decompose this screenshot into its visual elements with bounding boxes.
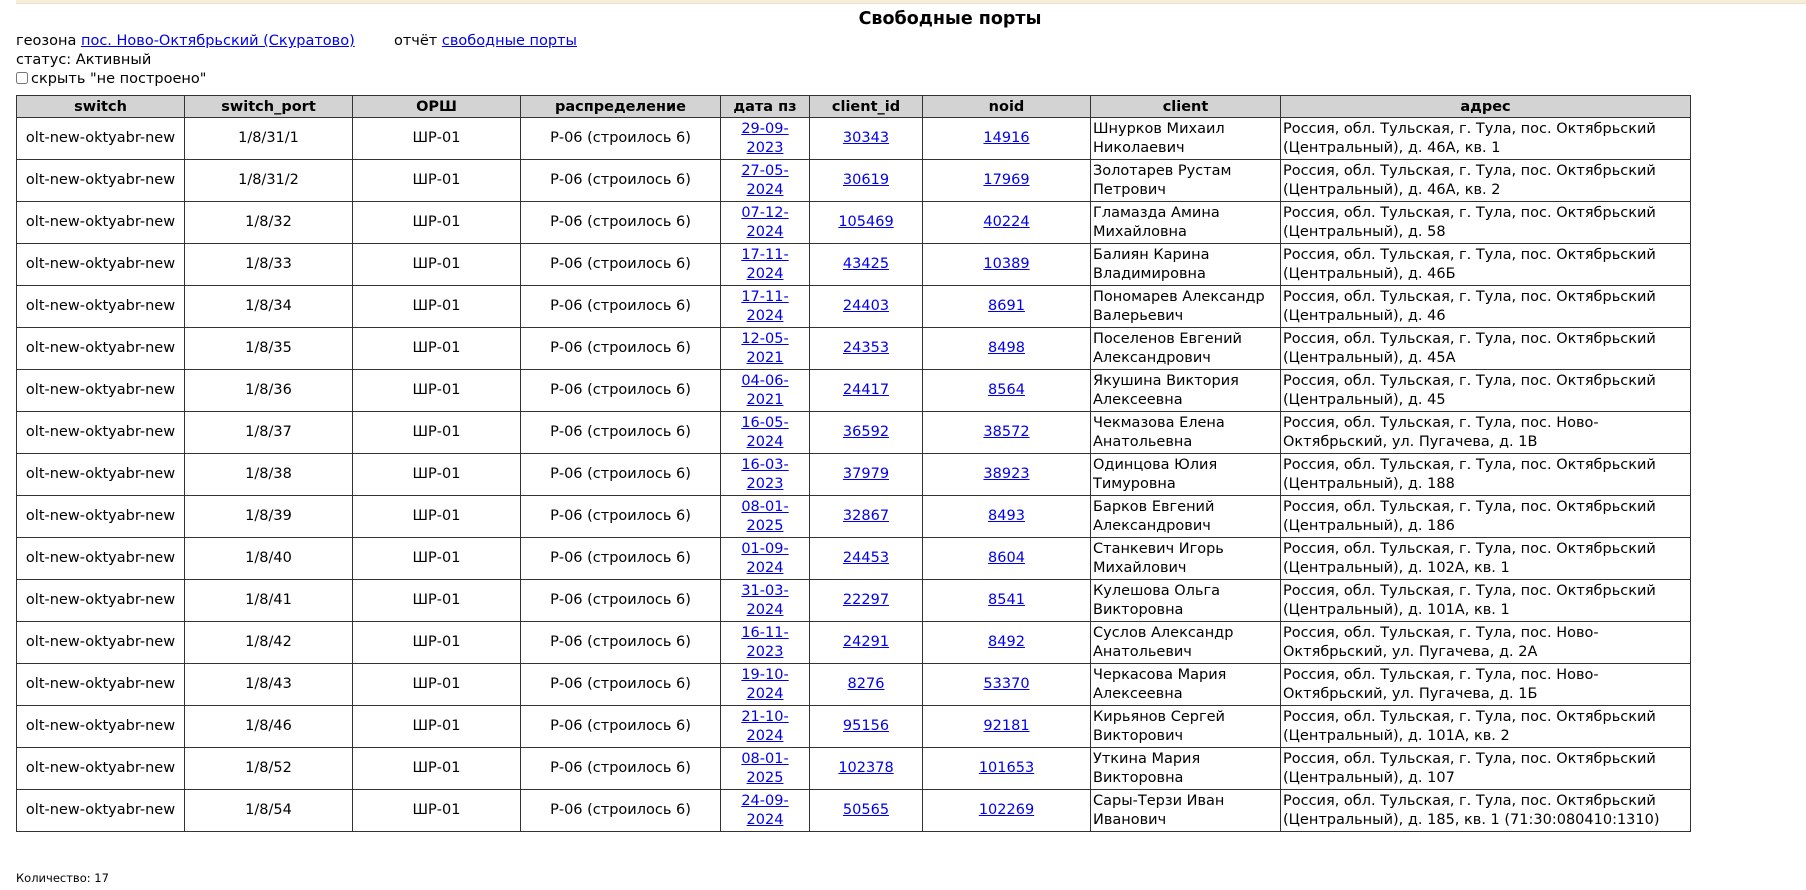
- cell-date: [721, 538, 810, 580]
- cell-client-id: [810, 622, 923, 664]
- cell-noid: [923, 748, 1091, 790]
- table-row: [17, 202, 1691, 244]
- noid-link[interactable]: 101653: [978, 760, 1035, 776]
- cell-date: [721, 454, 810, 496]
- client-id-link[interactable]: 24453: [842, 550, 890, 566]
- client-id-link[interactable]: 105469: [838, 214, 894, 230]
- cell-noid: [923, 412, 1091, 454]
- ports-table: [16, 95, 1691, 832]
- cell-client: Якушина Виктория Алексеевна: [1091, 370, 1281, 412]
- table-row: [17, 706, 1691, 748]
- date-link[interactable]: 29-09-2023: [741, 120, 789, 156]
- cell-orsh: ШР-01: [353, 244, 521, 286]
- table-row: [17, 370, 1691, 412]
- cell-date: [721, 286, 810, 328]
- cell-date: [721, 412, 810, 454]
- table-row: [17, 118, 1691, 160]
- cell-switch-port: 1/8/52: [185, 748, 353, 790]
- cell-client: Поселенов Евгений Александрович: [1091, 328, 1281, 370]
- cell-client-id: [810, 370, 923, 412]
- cell-client-id: [810, 748, 923, 790]
- cell-orsh: ШР-01: [353, 370, 521, 412]
- date-link[interactable]: 17-11-2024: [741, 246, 789, 282]
- noid-link[interactable]: 8691: [988, 298, 1025, 314]
- cell-address: Россия, обл. Тульская, г. Тула, пос. Октябрьский (Центральный), д. 107: [1281, 748, 1691, 790]
- cell-noid: [923, 454, 1091, 496]
- cell-address: Россия, обл. Тульская, г. Тула, пос. Октябрьский (Центральный), д. 188: [1281, 454, 1691, 496]
- table-row: [17, 454, 1691, 496]
- cell-client: Одинцова Юлия Тимуровна: [1091, 454, 1281, 496]
- cell-client: Золотарев Рустам Петрович: [1091, 160, 1281, 202]
- cell-client: Шнурков Михаил Николаевич: [1091, 118, 1281, 160]
- cell-orsh: ШР-01: [353, 496, 521, 538]
- column-header-switch-port[interactable]: switch_port: [185, 96, 353, 118]
- cell-noid: [923, 160, 1091, 202]
- noid-link[interactable]: 17969: [983, 172, 1030, 188]
- cell-date: [721, 202, 810, 244]
- table-row: [17, 244, 1691, 286]
- cell-switch: olt-new-oktyabr-new: [17, 412, 185, 454]
- cell-switch-port: 1/8/33: [185, 244, 353, 286]
- table-header-row: [17, 96, 1691, 118]
- cell-distribution: Р-06 (строилось 6): [521, 706, 721, 748]
- cell-switch: olt-new-oktyabr-new: [17, 370, 185, 412]
- cell-date: [721, 664, 810, 706]
- cell-distribution: Р-06 (строилось 6): [521, 790, 721, 832]
- cell-date: [721, 706, 810, 748]
- client-id-link[interactable]: 43425: [842, 256, 890, 272]
- cell-switch-port: 1/8/43: [185, 664, 353, 706]
- column-header-noid[interactable]: noid: [923, 96, 1091, 118]
- table-row: [17, 496, 1691, 538]
- cell-distribution: Р-06 (строилось 6): [521, 496, 721, 538]
- cell-switch-port: 1/8/36: [185, 370, 353, 412]
- status-text: статус: Активный: [16, 52, 152, 68]
- cell-orsh: ШР-01: [353, 706, 521, 748]
- cell-switch-port: 1/8/46: [185, 706, 353, 748]
- table-row: [17, 664, 1691, 706]
- cell-client: Станкевич Игорь Михайлович: [1091, 538, 1281, 580]
- date-link[interactable]: 21-10-2024: [741, 708, 789, 744]
- cell-switch-port: 1/8/38: [185, 454, 353, 496]
- cell-switch: olt-new-oktyabr-new: [17, 496, 185, 538]
- cell-date: [721, 580, 810, 622]
- noid-link[interactable]: 8498: [988, 340, 1025, 356]
- cell-noid: [923, 790, 1091, 832]
- cell-switch-port: 1/8/31/1: [185, 118, 353, 160]
- cell-switch: olt-new-oktyabr-new: [17, 622, 185, 664]
- cell-distribution: Р-06 (строилось 6): [521, 118, 721, 160]
- date-link[interactable]: 12-05-2021: [741, 330, 789, 366]
- date-link[interactable]: 08-01-2025: [741, 750, 789, 786]
- record-count: Количество: 17: [16, 871, 109, 885]
- geozone-line: [16, 32, 577, 51]
- date-link[interactable]: 08-01-2025: [741, 498, 789, 534]
- cell-client-id: [810, 244, 923, 286]
- noid-link[interactable]: 53370: [983, 676, 1030, 692]
- noid-link[interactable]: 8604: [988, 550, 1025, 566]
- cell-client: Черкасова Мария Алексеевна: [1091, 664, 1281, 706]
- cell-distribution: Р-06 (строилось 6): [521, 664, 721, 706]
- table-row: [17, 538, 1691, 580]
- cell-switch: olt-new-oktyabr-new: [17, 706, 185, 748]
- cell-switch-port: 1/8/37: [185, 412, 353, 454]
- cell-noid: [923, 286, 1091, 328]
- cell-orsh: ШР-01: [353, 622, 521, 664]
- noid-link[interactable]: 10389: [983, 256, 1030, 272]
- cell-distribution: Р-06 (строилось 6): [521, 748, 721, 790]
- cell-distribution: Р-06 (строилось 6): [521, 244, 721, 286]
- cell-client-id: [810, 664, 923, 706]
- page-title: Свободные порты: [858, 9, 1042, 29]
- cell-switch-port: 1/8/54: [185, 790, 353, 832]
- noid-link[interactable]: 8492: [988, 634, 1025, 650]
- cell-switch: olt-new-oktyabr-new: [17, 202, 185, 244]
- cell-noid: [923, 622, 1091, 664]
- cell-address: Россия, обл. Тульская, г. Тула, пос. Октябрьский (Центральный), д. 102А, кв. 1: [1281, 538, 1691, 580]
- noid-link[interactable]: 92181: [983, 718, 1030, 734]
- cell-switch: olt-new-oktyabr-new: [17, 160, 185, 202]
- cell-distribution: Р-06 (строилось 6): [521, 580, 721, 622]
- cell-client-id: [810, 202, 923, 244]
- cell-noid: [923, 118, 1091, 160]
- cell-address: Россия, обл. Тульская, г. Тула, пос. Ново-Октябрьский, ул. Пугачева, д. 1В: [1281, 412, 1691, 454]
- cell-switch: olt-new-oktyabr-new: [17, 664, 185, 706]
- cell-address: Россия, обл. Тульская, г. Тула, пос. Октябрьский (Центральный), д. 46: [1281, 286, 1691, 328]
- cell-client-id: [810, 580, 923, 622]
- column-header-distribution[interactable]: распределение: [521, 96, 721, 118]
- client-id-link[interactable]: 8276: [847, 676, 885, 692]
- noid-link[interactable]: 102269: [978, 802, 1035, 818]
- report-label: отчёт: [393, 33, 438, 49]
- cell-address: Россия, обл. Тульская, г. Тула, пос. Октябрьский (Центральный), д. 46А, кв. 2: [1281, 160, 1691, 202]
- cell-switch: olt-new-oktyabr-new: [17, 580, 185, 622]
- cell-date: [721, 790, 810, 832]
- cell-noid: [923, 244, 1091, 286]
- cell-switch: olt-new-oktyabr-new: [17, 538, 185, 580]
- cell-noid: [923, 538, 1091, 580]
- cell-orsh: ШР-01: [353, 664, 521, 706]
- client-id-link[interactable]: 24403: [842, 298, 890, 314]
- cell-address: Россия, обл. Тульская, г. Тула, пос. Октябрьский (Центральный), д. 186: [1281, 496, 1691, 538]
- cell-switch: olt-new-oktyabr-new: [17, 790, 185, 832]
- geozone-label: геозона: [16, 33, 77, 49]
- cell-switch: olt-new-oktyabr-new: [17, 118, 185, 160]
- cell-address: Россия, обл. Тульская, г. Тула, пос. Ново-Октябрьский, ул. Пугачева, д. 2А: [1281, 622, 1691, 664]
- cell-switch: olt-new-oktyabr-new: [17, 454, 185, 496]
- cell-switch: olt-new-oktyabr-new: [17, 244, 185, 286]
- cell-client-id: [810, 496, 923, 538]
- cell-address: Россия, обл. Тульская, г. Тула, пос. Октябрьский (Центральный), д. 101А, кв. 2: [1281, 706, 1691, 748]
- table-row: [17, 412, 1691, 454]
- cell-orsh: ШР-01: [353, 118, 521, 160]
- cell-address: Россия, обл. Тульская, г. Тула, пос. Октябрьский (Центральный), д. 185, кв. 1 (71:30:080410:1310): [1281, 790, 1691, 832]
- cell-noid: [923, 580, 1091, 622]
- client-id-link[interactable]: 95156: [842, 718, 890, 734]
- cell-distribution: Р-06 (строилось 6): [521, 328, 721, 370]
- client-id-link[interactable]: 32867: [842, 508, 890, 524]
- table-row: [17, 748, 1691, 790]
- cell-switch-port: 1/8/35: [185, 328, 353, 370]
- cell-client: Кирьянов Сергей Викторович: [1091, 706, 1281, 748]
- date-link[interactable]: 07-12-2024: [741, 204, 789, 240]
- cell-orsh: ШР-01: [353, 328, 521, 370]
- cell-date: [721, 160, 810, 202]
- cell-noid: [923, 328, 1091, 370]
- table-row: [17, 580, 1691, 622]
- cell-switch-port: 1/8/41: [185, 580, 353, 622]
- cell-switch-port: 1/8/34: [185, 286, 353, 328]
- hide-unbuilt-checkbox[interactable]: [16, 72, 28, 84]
- cell-distribution: Р-06 (строилось 6): [521, 538, 721, 580]
- cell-client-id: [810, 790, 923, 832]
- cell-address: Россия, обл. Тульская, г. Тула, пос. Октябрьский (Центральный), д. 45: [1281, 370, 1691, 412]
- column-header-date[interactable]: дата пз: [721, 96, 810, 118]
- date-link[interactable]: 31-03-2024: [741, 582, 789, 618]
- cell-switch-port: 1/8/40: [185, 538, 353, 580]
- cell-distribution: Р-06 (строилось 6): [521, 454, 721, 496]
- date-link[interactable]: 16-05-2024: [741, 414, 789, 450]
- cell-client-id: [810, 118, 923, 160]
- date-link[interactable]: 01-09-2024: [741, 540, 789, 576]
- cell-address: Россия, обл. Тульская, г. Тула, пос. Октябрьский (Центральный), д. 101А, кв. 1: [1281, 580, 1691, 622]
- table-row: [17, 622, 1691, 664]
- table-row: [17, 286, 1691, 328]
- date-link[interactable]: 19-10-2024: [741, 666, 789, 702]
- column-header-switch[interactable]: switch: [17, 96, 185, 118]
- cell-date: [721, 748, 810, 790]
- cell-date: [721, 370, 810, 412]
- cell-client-id: [810, 328, 923, 370]
- cell-address: Россия, обл. Тульская, г. Тула, пос. Октябрьский (Центральный), д. 58: [1281, 202, 1691, 244]
- client-id-link[interactable]: 24417: [842, 382, 890, 398]
- cell-noid: [923, 496, 1091, 538]
- noid-link[interactable]: 38572: [983, 424, 1030, 440]
- geozone-link[interactable]: пос. Ново-Октябрьский (Скуратово): [80, 33, 355, 49]
- cell-address: Россия, обл. Тульская, г. Тула, пос. Октябрьский (Центральный), д. 46А, кв. 1: [1281, 118, 1691, 160]
- noid-link[interactable]: 8541: [988, 592, 1025, 608]
- cell-address: Россия, обл. Тульская, г. Тула, пос. Ново-Октябрьский, ул. Пугачева, д. 1Б: [1281, 664, 1691, 706]
- client-id-link[interactable]: 102378: [838, 760, 894, 776]
- cell-client: Кулешова Ольга Викторовна: [1091, 580, 1281, 622]
- cell-distribution: Р-06 (строилось 6): [521, 286, 721, 328]
- column-header-address[interactable]: адрес: [1281, 96, 1691, 118]
- cell-orsh: ШР-01: [353, 202, 521, 244]
- cell-orsh: ШР-01: [353, 412, 521, 454]
- cell-date: [721, 328, 810, 370]
- column-header-client-id[interactable]: client_id: [810, 96, 923, 118]
- date-link[interactable]: 16-03-2023: [741, 456, 789, 492]
- cell-client: Суслов Александр Анатольевич: [1091, 622, 1281, 664]
- cell-client-id: [810, 286, 923, 328]
- client-id-link[interactable]: 36592: [842, 424, 890, 440]
- date-link[interactable]: 27-05-2024: [741, 162, 789, 198]
- cell-distribution: Р-06 (строилось 6): [521, 412, 721, 454]
- cell-noid: [923, 706, 1091, 748]
- cell-address: Россия, обл. Тульская, г. Тула, пос. Октябрьский (Центральный), д. 45А: [1281, 328, 1691, 370]
- cell-distribution: Р-06 (строилось 6): [521, 622, 721, 664]
- cell-address: Россия, обл. Тульская, г. Тула, пос. Октябрьский (Центральный), д. 46Б: [1281, 244, 1691, 286]
- cell-noid: [923, 664, 1091, 706]
- cell-orsh: ШР-01: [353, 580, 521, 622]
- hide-unbuilt-option: [16, 70, 206, 89]
- cell-client-id: [810, 412, 923, 454]
- cell-client: Балиян Карина Владимировна: [1091, 244, 1281, 286]
- date-link[interactable]: 17-11-2024: [741, 288, 789, 324]
- hide-unbuilt-label[interactable]: скрыть "не построено": [31, 71, 207, 87]
- cell-noid: [923, 370, 1091, 412]
- noid-link[interactable]: 14916: [983, 130, 1030, 146]
- cell-orsh: ШР-01: [353, 538, 521, 580]
- table-row: [17, 790, 1691, 832]
- client-id-link[interactable]: 50565: [842, 802, 890, 818]
- cell-switch: olt-new-oktyabr-new: [17, 286, 185, 328]
- noid-link[interactable]: 8493: [988, 508, 1025, 524]
- noid-link[interactable]: 38923: [983, 466, 1030, 482]
- cell-switch: olt-new-oktyabr-new: [17, 328, 185, 370]
- cell-orsh: ШР-01: [353, 790, 521, 832]
- cell-switch-port: 1/8/32: [185, 202, 353, 244]
- client-id-link[interactable]: 37979: [842, 466, 890, 482]
- cell-distribution: Р-06 (строилось 6): [521, 370, 721, 412]
- client-id-link[interactable]: 30343: [842, 130, 890, 146]
- cell-client-id: [810, 454, 923, 496]
- top-divider: [16, 0, 1806, 4]
- noid-link[interactable]: 8564: [988, 382, 1025, 398]
- cell-orsh: ШР-01: [353, 286, 521, 328]
- noid-link[interactable]: 40224: [983, 214, 1030, 230]
- cell-date: [721, 496, 810, 538]
- cell-switch-port: 1/8/39: [185, 496, 353, 538]
- cell-client: Сары-Терзи Иван Иванович: [1091, 790, 1281, 832]
- cell-client: Чекмазова Елена Анатольевна: [1091, 412, 1281, 454]
- client-id-link[interactable]: 30619: [842, 172, 890, 188]
- cell-distribution: Р-06 (строилось 6): [521, 160, 721, 202]
- cell-orsh: ШР-01: [353, 748, 521, 790]
- cell-client-id: [810, 538, 923, 580]
- report-link[interactable]: свободные порты: [441, 33, 577, 49]
- table-row: [17, 160, 1691, 202]
- cell-switch: olt-new-oktyabr-new: [17, 748, 185, 790]
- cell-orsh: ШР-01: [353, 454, 521, 496]
- date-link[interactable]: 24-09-2024: [741, 792, 789, 828]
- cell-client-id: [810, 706, 923, 748]
- cell-date: [721, 244, 810, 286]
- cell-client-id: [810, 160, 923, 202]
- date-link[interactable]: 04-06-2021: [741, 372, 789, 408]
- column-header-client[interactable]: client: [1091, 96, 1281, 118]
- cell-date: [721, 622, 810, 664]
- date-link[interactable]: 16-11-2023: [741, 624, 789, 660]
- client-id-link[interactable]: 24353: [842, 340, 890, 356]
- cell-switch-port: 1/8/42: [185, 622, 353, 664]
- cell-client: Барков Евгений Александрович: [1091, 496, 1281, 538]
- column-header-orsh[interactable]: ОРШ: [353, 96, 521, 118]
- cell-client: Пономарев Александр Валерьевич: [1091, 286, 1281, 328]
- cell-distribution: Р-06 (строилось 6): [521, 202, 721, 244]
- cell-client: Гламазда Амина Михайловна: [1091, 202, 1281, 244]
- client-id-link[interactable]: 22297: [842, 592, 890, 608]
- cell-date: [721, 118, 810, 160]
- cell-orsh: ШР-01: [353, 160, 521, 202]
- cell-noid: [923, 202, 1091, 244]
- table-row: [17, 328, 1691, 370]
- client-id-link[interactable]: 24291: [842, 634, 890, 650]
- cell-switch-port: 1/8/31/2: [185, 160, 353, 202]
- cell-client: Уткина Мария Викторовна: [1091, 748, 1281, 790]
